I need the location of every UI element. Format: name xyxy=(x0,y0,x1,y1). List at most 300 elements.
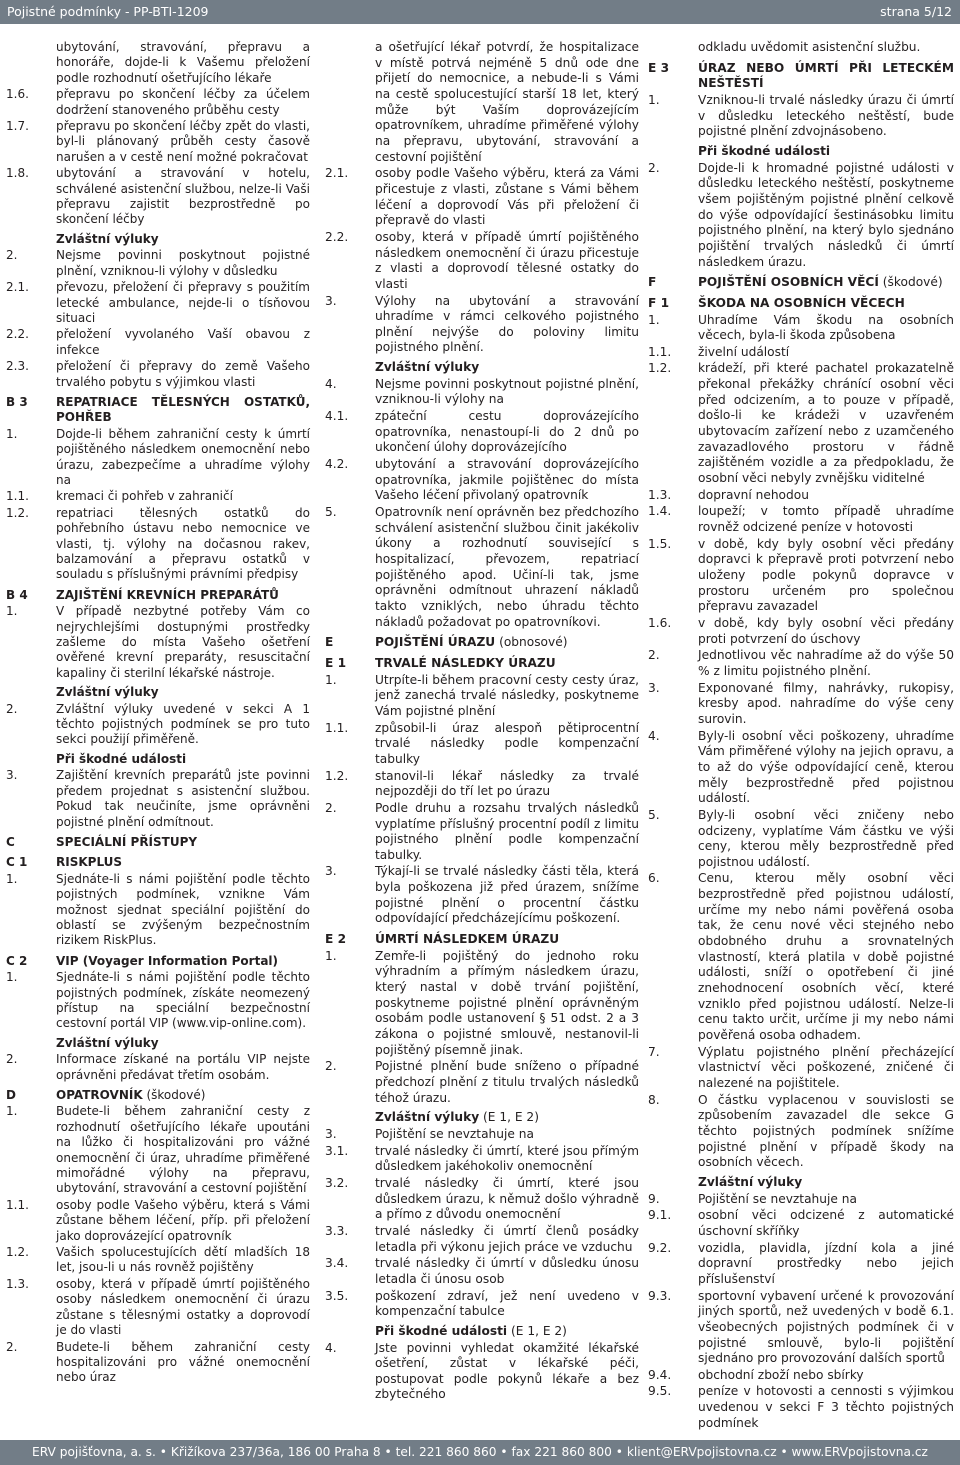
clause-text-main: OPATROVNÍK xyxy=(56,1088,143,1102)
clause-number: 2. xyxy=(648,648,660,663)
clause-text-main: Zvláštní výluky xyxy=(56,231,159,246)
section-heading xyxy=(6,395,310,426)
clause-number: 5. xyxy=(648,807,660,822)
clause-item xyxy=(6,872,310,949)
clause-number: 4. xyxy=(648,728,660,743)
clause-text xyxy=(375,932,639,948)
clause-number: 1.4. xyxy=(648,504,672,519)
clause-text xyxy=(698,808,954,871)
clause-text xyxy=(56,855,310,870)
clause-number: E 2 xyxy=(325,932,347,947)
clause-number: 2. xyxy=(6,1052,18,1067)
clause-text-main: ubytování a stravování v hotelu, schválené asistenční službou, nelze-li Vaši přepravu zajistit bezprostředně po skončení léčby xyxy=(56,166,310,227)
clause-text xyxy=(698,1208,954,1239)
clause-text xyxy=(698,161,954,271)
clause-item xyxy=(325,1176,639,1223)
clause-number: 1.6. xyxy=(648,615,672,630)
clause-item xyxy=(325,230,639,293)
clause-item xyxy=(6,604,310,681)
clause-text-suffix: (E 1, E 2) xyxy=(479,1110,539,1125)
clause-item xyxy=(648,648,954,679)
clause-text xyxy=(698,537,954,615)
clause-text xyxy=(375,377,639,408)
clause-text xyxy=(375,949,639,1059)
clause-number: E xyxy=(325,635,334,650)
section-heading xyxy=(648,61,954,92)
clause-number: 2. xyxy=(6,248,18,263)
clause-number: B 3 xyxy=(6,394,28,409)
clause-number: C 1 xyxy=(6,855,28,870)
clause-text xyxy=(698,616,954,647)
clause-text-main: obchodní zboží nebo sbírky xyxy=(698,1367,864,1382)
clause-text xyxy=(698,93,954,140)
clause-number: 8. xyxy=(648,1092,660,1107)
clause-text xyxy=(56,280,310,326)
clause-number: 2. xyxy=(648,160,660,175)
clause-number: 3.3. xyxy=(325,1223,349,1238)
clause-text xyxy=(375,635,639,651)
clause-item xyxy=(648,616,954,647)
clause-text-main: POJIŠTĚNÍ ÚRAZU xyxy=(375,635,496,650)
clause-number: F xyxy=(648,275,657,290)
clause-text-main: krádeží, při které pachatel prokazatelně překonal překážky chránící osobní věci před odcizením, a to pouze v případě, došlo-li ke krádeži v uzavřeném ubytovacím zařízení nebo z uzamčeného zavazadlového prostoru v řádně zajištěném vozidle a za předpokladu, že osobní věci nebyly zvnějšku viditelné xyxy=(698,361,954,486)
clause-text-main: odkladu uvědomit asistenční službu. xyxy=(698,40,921,54)
clause-number: 9.5. xyxy=(648,1384,672,1399)
clause-item xyxy=(648,537,954,615)
clause-text-main: Budete-li během zahraniční cesty z rozhodnutí ošetřujícího lékaře upoutáni na lůžko či hospitalizováni pro vážné onemocnění či úraz, uhradíme přiměřené mimořádné výlohy na přepravu, ubytování, stravování a cestovní pojištění xyxy=(56,1104,310,1196)
clause-text-main: repatriaci tělesných ostatků do pohřebního ústavu nebo nemocnice ve vlasti, tj. výlohy na dočasnou rakev, balzamování a přepravu ostatků v souladu s příslušnými právními předpisy xyxy=(56,505,310,582)
clause-item xyxy=(648,1368,954,1384)
clause-number: 2.3. xyxy=(6,359,29,374)
clause-number: 1.6. xyxy=(6,87,29,102)
clause-number: 1.1. xyxy=(6,489,29,504)
clause-text-main: Zvláštní výluky uvedené v sekci A 1 těchto pojistných podmínek se pro tuto sekci použijí přiměřeně. xyxy=(56,701,310,747)
clause-text-main: trvalé následky či úmrtí členů posádky letadla při výkonu jejich práce ve vzduchu xyxy=(375,1223,639,1254)
clause-text-main: poškození zdraví, jež není uvedeno v kompenzační tabulce xyxy=(375,1288,639,1319)
text-column-1 xyxy=(6,40,310,1386)
clause-number: F 1 xyxy=(648,295,670,310)
clause-text xyxy=(375,1289,639,1320)
clause-number: D xyxy=(6,1088,16,1102)
clause-number: 6. xyxy=(648,871,660,886)
clause-item xyxy=(325,721,639,768)
clause-item xyxy=(325,1127,639,1143)
subsection-heading xyxy=(6,1036,310,1051)
clause-item xyxy=(6,768,310,830)
clause-text-main: přeložení vyvolaného Vaší obavou z infekce xyxy=(56,327,310,357)
clause-number: 1. xyxy=(325,672,337,687)
clause-text xyxy=(698,1192,954,1208)
clause-text-main: Byly-li osobní věci poškozeny, uhradíme Vám přiměřené výlohy na jejich opravu, a to až do výše odpovídající ceně, kterou měly bezprostředně před pojistnou událostí. xyxy=(698,728,954,806)
clause-text xyxy=(375,457,639,504)
clause-item xyxy=(648,1192,954,1208)
clause-number: 1. xyxy=(6,426,18,441)
clause-text xyxy=(375,505,639,630)
section-heading xyxy=(648,275,954,291)
clause-number: 1.1. xyxy=(6,1197,29,1212)
clause-number: 2. xyxy=(6,1339,18,1354)
clause-text xyxy=(56,1036,310,1051)
clause-number: 1. xyxy=(6,604,18,619)
clause-text-main: a ošetřující lékař potvrdí, že hospitalizace v místě potrvá nejméně 5 dnů ode dne přijetí do nemocnice, a nebude-li s Vámi na cestě spolucestující starší 18 let, který může být Vaším doprovázejícím opatrovníkem, uhradíme přiměřené výlohy na přepravu, ubytování, stravování a cestovní pojištění xyxy=(375,40,639,164)
clause-text-main: v době, kdy byly osobní věci předány proti potvrzení do úschovy xyxy=(698,615,954,646)
clause-text-main: ubytování, stravování, přepravu a honoráře, dojde-li k Vašemu přeložení podle rozhodnutí ošetřujícího lékaře xyxy=(56,40,310,85)
clause-text xyxy=(56,489,310,504)
clause-item xyxy=(6,702,310,748)
clause-text xyxy=(56,588,310,603)
clause-number: 1. xyxy=(648,312,660,327)
clause-text xyxy=(375,230,639,293)
clause-text xyxy=(375,1324,639,1340)
clause-text xyxy=(56,1277,310,1339)
clause-text xyxy=(698,504,954,535)
clause-number: 1.7. xyxy=(6,119,29,134)
subsection-heading xyxy=(648,1175,954,1191)
clause-text xyxy=(56,604,310,681)
clause-item xyxy=(325,409,639,456)
clause-text-main: živelní událostí xyxy=(698,344,790,359)
clause-text xyxy=(56,768,310,830)
clause-text-main: trvalé následky či úmrtí, které jsou důsledkem úrazu, k němuž došlo výhradně a přímo z důvodu onemocnění xyxy=(375,1175,639,1222)
clause-text-suffix: (škodové) xyxy=(878,275,943,290)
clause-text xyxy=(375,409,639,456)
footer-contact: ERV pojišťovna, a. s. • Křižíkova 237/36a, 186 00 Praha 8 • tel. 221 860 860 • fax 221 860 800 • klient@ERVpojistovna.cz • www.ERVpojistovna.cz xyxy=(32,1445,928,1459)
clause-item xyxy=(648,313,954,344)
clause-text-main: osoby podle Vašeho výběru, která za Vámi přicestuje z vlasti, zůstane s Vámi během léčení a doprovodí Vás při přeložení či přepravě do vlasti xyxy=(375,166,639,228)
clause-number: 1.1. xyxy=(648,344,672,359)
clause-text xyxy=(56,1245,310,1276)
clause-item xyxy=(648,361,954,486)
clause-text-main: Zvláštní výluky xyxy=(375,1110,480,1125)
clause-number: E 3 xyxy=(648,60,670,75)
clause-number: 3.1. xyxy=(325,1143,349,1158)
clause-item xyxy=(6,166,310,228)
clause-text xyxy=(56,427,310,489)
subsection-heading xyxy=(325,1324,639,1340)
subsection-heading xyxy=(325,360,639,376)
clause-text-main: VIP (Voyager Information Portal) xyxy=(56,953,279,968)
clause-text-main: Podle druhu a rozsahu trvalých následků vyplatíme příslušný procentní podíl z limitu pojistného plnění podle kompenzační tabulky. xyxy=(375,800,639,862)
section-heading xyxy=(325,656,639,672)
clause-text xyxy=(698,345,954,361)
clause-text-main: ÚRAZ NEBO ÚMRTÍ PŘI LETECKÉM NEŠTĚSTÍ xyxy=(698,60,954,91)
clause-text xyxy=(698,681,954,728)
clause-item xyxy=(648,345,954,361)
subsection-heading xyxy=(6,232,310,247)
clause-item xyxy=(325,505,639,630)
section-heading xyxy=(325,932,639,948)
clause-number: 2.2. xyxy=(325,229,349,244)
clause-item xyxy=(648,1045,954,1092)
clause-text-suffix: (obnosové) xyxy=(495,635,568,650)
clause-number: 1. xyxy=(648,92,660,107)
clause-number: 2.2. xyxy=(6,327,29,342)
clause-text xyxy=(375,864,639,927)
clause-text xyxy=(56,970,310,1032)
clause-text xyxy=(698,871,954,1043)
clause-text xyxy=(375,769,639,800)
clause-text-main: trvalé následky či úmrtí, které jsou přímým důsledkem jakéhokoliv onemocnění xyxy=(375,1143,639,1174)
clause-number: B 4 xyxy=(6,587,28,602)
clause-text xyxy=(56,872,310,949)
clause-number: 1. xyxy=(6,970,18,985)
clause-text-main: Při škodné události xyxy=(56,751,187,766)
clause-number: 3.2. xyxy=(325,1175,349,1190)
subsection-heading xyxy=(648,144,954,160)
clause-text xyxy=(56,702,310,748)
clause-text-main: Zvláštní výluky xyxy=(375,360,480,375)
clause-item xyxy=(325,1289,639,1320)
clause-text-main: Dojde-li k hromadné pojistné události v důsledku leteckého neštěstí, poskytneme všem pojištěným pojistné plnění celkově do výše odpovídající šestinásobku limitu pojistného plnění, na který bylo sjednáno pojištění trvalých následků či úmrtí následkem úrazu. xyxy=(698,160,954,269)
clause-text-main: Týkají-li se trvalé následky části těla, která byla poškozena již před úrazem, snížíme pojistné plnění o procentní částku odpovídající předcházejícímu poškození. xyxy=(375,864,639,926)
clause-text-main: přeložení či přepravy do země Vašeho trvalého pobytu s výjimkou vlasti xyxy=(56,359,310,389)
clause-item xyxy=(325,1224,639,1255)
clause-number: 9.2. xyxy=(648,1240,672,1255)
clause-text xyxy=(375,801,639,864)
clause-text xyxy=(698,61,954,92)
clause-text xyxy=(698,313,954,344)
clause-item xyxy=(6,506,310,583)
section-heading xyxy=(325,635,639,651)
text-column-3 xyxy=(648,40,954,1431)
clause-text xyxy=(698,648,954,679)
clause-text-suffix: (škodové) xyxy=(142,1088,206,1102)
clause-text-main: převozu, přeložení či přepravy s použitím letecké ambulance, nejde-li o tísňovou situaci xyxy=(56,280,310,325)
section-heading xyxy=(6,588,310,603)
clause-item xyxy=(6,327,310,358)
clause-text-main: O částku vyplacenou v souvislosti se způsobením zavazadel dle sekce G těchto pojistných podmínek snížíme pojistné plnění v případě škody na osobních věcech. xyxy=(698,1092,954,1170)
clause-number: 4. xyxy=(325,376,337,391)
clause-item xyxy=(325,949,639,1059)
clause-number: 7. xyxy=(648,1044,660,1059)
clause-text xyxy=(375,1059,639,1106)
clause-number: 3.5. xyxy=(325,1288,349,1303)
section-heading xyxy=(6,954,310,969)
clause-text xyxy=(375,294,639,357)
clause-text xyxy=(698,275,954,291)
clause-text-main: Informace získané na portálu VIP nejste oprávněni předávat třetím osobám. xyxy=(56,1052,310,1082)
clause-text xyxy=(375,1224,639,1255)
clause-number: 2. xyxy=(6,701,18,716)
clause-text xyxy=(375,1110,639,1126)
clause-text xyxy=(375,656,639,672)
clause-text-main: ÚMRTÍ NÁSLEDKEM ÚRAZU xyxy=(375,932,560,947)
clause-text-suffix: (E 1, E 2) xyxy=(507,1323,567,1338)
clause-item xyxy=(325,1059,639,1106)
clause-text xyxy=(698,1241,954,1288)
clause-number: 2.1. xyxy=(6,280,29,295)
clause-text-main: Vzniknou-li trvalé následky úrazu či úmrtí v důsledku leteckého neštěstí, bude pojistné plnění zdvojnásobeno. xyxy=(698,92,954,139)
section-heading xyxy=(6,855,310,870)
clause-text xyxy=(56,359,310,390)
clause-text xyxy=(375,1176,639,1223)
clause-text-main: Zvláštní výluky xyxy=(56,685,159,700)
clause-text-main: Dojde-li během zahraniční cesty k úmrtí pojištěného následkem onemocnění nebo úrazu, zabezpečíme a uhradíme výlohy na xyxy=(56,426,310,487)
clause-text-main: Pojistné plnění bude sníženo o případné předchozí plnění z titulu trvalých následků téhož úrazu. xyxy=(375,1059,639,1105)
clause-number: 4.1. xyxy=(325,409,349,424)
clause-text-main: Výlohy na ubytování a stravování uhradíme v rámci celkového pojistného plnění nejvýše do poloviny limitu pojistného plnění. xyxy=(375,293,639,355)
clause-item xyxy=(648,871,954,1043)
clause-number: 9. xyxy=(648,1191,660,1206)
clause-item xyxy=(648,681,954,728)
clause-text xyxy=(56,1104,310,1196)
clause-text xyxy=(56,1340,310,1386)
clause-item xyxy=(325,769,639,800)
clause-text-main: peníze v hotovosti a cennosti s výjimkou uvedenou v sekci F 3 těchto pojistných podmínek xyxy=(698,1384,954,1430)
clause-number: 1.3. xyxy=(6,1276,29,1291)
clause-number: 3. xyxy=(648,680,660,695)
clause-text-main: Vašich spolucestujících dětí mladších 18 let, jsou-li u nás rovněž pojištěny xyxy=(56,1245,310,1275)
clause-item xyxy=(325,1144,639,1175)
clause-item xyxy=(6,359,310,390)
clause-number: 3.4. xyxy=(325,1256,349,1271)
clause-number: 9.1. xyxy=(648,1208,672,1223)
clause-item xyxy=(325,864,639,927)
clause-number: 1.2. xyxy=(6,1245,29,1260)
clause-number: 5. xyxy=(325,505,337,520)
clause-item xyxy=(6,427,310,489)
clause-text xyxy=(56,87,310,118)
clause-text-main: Sjednáte-li s námi pojištění podle těchto pojistných podmínek, získáte neomezený přístup na speciální bezpečnostní cestovní portál VIP (www.vip-online.com). xyxy=(56,970,310,1031)
subsection-heading xyxy=(6,752,310,767)
clause-item xyxy=(648,488,954,504)
subsection-heading xyxy=(325,1110,639,1126)
clause-text-main: Jednotlivou věc nahradíme až do výše 50 % z limitu pojistného plnění. xyxy=(698,648,954,678)
clause-text-main: Nejsme povinni poskytnout pojistné plnění, vzniknou-li výlohy v důsledku xyxy=(56,248,310,278)
clause-item xyxy=(648,1384,954,1431)
clause-item xyxy=(6,1277,310,1339)
clause-number: 1.3. xyxy=(648,487,672,502)
clause-text xyxy=(56,752,310,767)
clause-item xyxy=(325,294,639,357)
clause-text-main: kremaci či pohřeb v zahraničí xyxy=(56,489,233,504)
clause-item xyxy=(6,1052,310,1083)
clause-text-main: ZAJIŠTĚNÍ KREVNÍCH PREPARÁTŮ xyxy=(56,587,279,602)
clause-item xyxy=(648,1289,954,1367)
clause-number: C 2 xyxy=(6,953,28,968)
clause-number: 1.8. xyxy=(6,166,29,181)
clause-number: 3. xyxy=(325,1126,337,1141)
clause-item xyxy=(648,504,954,535)
clause-text xyxy=(56,248,310,279)
clause-text xyxy=(56,327,310,358)
clause-item xyxy=(648,161,954,271)
clause-item xyxy=(325,1341,639,1404)
clause-text xyxy=(56,1198,310,1244)
clause-text xyxy=(56,119,310,165)
clause-item xyxy=(6,40,310,86)
clause-text xyxy=(56,232,310,247)
clause-item xyxy=(6,489,310,504)
clause-item xyxy=(648,1093,954,1171)
clause-text-main: přepravu po skončení léčby za účelem dodržení stanoveného průběhu cesty xyxy=(56,87,310,117)
clause-text-main: sportovní vybavení určené k provozování jiných sportů, než uvedených v bodě 6.1. všeobecných pojistných podmínek či v pojistné smlouvě, bylo-li pojištění sjednáno pro provozování dalších sportů xyxy=(698,1288,954,1366)
clause-number: 1.2. xyxy=(6,505,29,520)
clause-text-main: Utrpíte-li během pracovní cesty cesty úraz, jenž zanechá trvalé následky, poskytneme Vám pojistné plnění xyxy=(375,672,639,718)
clause-item xyxy=(325,801,639,864)
clause-item xyxy=(648,729,954,807)
clause-number: 4. xyxy=(325,1340,337,1355)
clause-item xyxy=(6,119,310,165)
clause-number: 9.4. xyxy=(648,1367,672,1382)
clause-item xyxy=(6,970,310,1032)
clause-item xyxy=(325,40,639,165)
page-number: strana 5/12 xyxy=(880,4,952,19)
clause-text-main: Byly-li osobní věci zničeny nebo odcizeny, vyplatíme Vám částku ve výši ceny, kterou měly bezprostředně před pojistnou událostí. xyxy=(698,807,954,869)
clause-text xyxy=(375,1341,639,1404)
clause-text-main: ŠKODA NA OSOBNÍCH VĚCECH xyxy=(698,295,905,310)
clause-item xyxy=(648,40,954,56)
clause-item xyxy=(648,1208,954,1239)
clause-text xyxy=(698,1175,954,1191)
clause-text-main: REPATRIACE TĚLESNÝCH OSTATKŮ, POHŘEB xyxy=(56,394,310,425)
clause-text-main: Nejsme povinni poskytnout pojistné plnění, vzniknou-li výlohy na xyxy=(375,376,639,407)
clause-item xyxy=(325,457,639,504)
clause-text xyxy=(375,1256,639,1287)
clause-text xyxy=(56,40,310,86)
clause-number: 1. xyxy=(6,1104,18,1119)
clause-item xyxy=(648,93,954,140)
clause-item xyxy=(648,1241,954,1288)
clause-number: 3. xyxy=(6,768,18,783)
clause-text-main: TRVALÉ NÁSLEDKY ÚRAZU xyxy=(375,655,556,670)
clause-text-main: Exponované filmy, nahrávky, rukopisy, kresby apod. nahradíme do výše ceny surovin. xyxy=(698,680,954,726)
footer-bar xyxy=(0,1440,960,1465)
clause-text-main: zpáteční cestu doprovázejícího opatrovníka, nenastoupí-li do 2 dnů po ukončení úlohy doprovázejícího xyxy=(375,409,639,455)
clause-text xyxy=(56,1088,310,1103)
clause-text-main: osoby, která v případě úmrtí pojištěného následkem onemocnění či úrazu přicestuje z vlasti a doprovodí tělesné ostatky do vlasti xyxy=(375,229,639,291)
clause-text-main: Při škodné události xyxy=(698,143,831,158)
clause-number: 1.1. xyxy=(325,720,349,735)
clause-text xyxy=(698,296,954,312)
text-column-2 xyxy=(325,40,639,1403)
clause-number: C xyxy=(6,834,15,849)
clause-text-main: Pojištění se nevztahuje na xyxy=(375,1126,534,1141)
clause-item xyxy=(6,87,310,118)
clause-text xyxy=(698,1045,954,1092)
clause-text-main: osobní věci odcizené z automatické úschovní skříňky xyxy=(698,1208,954,1238)
clause-text-main: vozidla, plavidla, jízdní kola a jiné dopravní prostředky nebo jejich příslušenství xyxy=(698,1240,954,1286)
clause-text xyxy=(56,954,310,969)
clause-text xyxy=(375,40,639,165)
clause-item xyxy=(6,1245,310,1276)
clause-number: 1.2. xyxy=(648,361,672,376)
clause-text xyxy=(698,1384,954,1431)
section-heading xyxy=(6,835,310,850)
clause-text xyxy=(375,721,639,768)
clause-number: 1.5. xyxy=(648,536,672,551)
clause-text xyxy=(56,1052,310,1083)
clause-item xyxy=(325,377,639,408)
clause-text-main: Zvláštní výluky xyxy=(56,1035,159,1050)
clause-text xyxy=(56,506,310,583)
clause-text xyxy=(375,673,639,720)
clause-text xyxy=(56,685,310,700)
document-title: Pojistné podmínky - PP-BTI-1209 xyxy=(7,4,209,19)
clause-item xyxy=(325,166,639,229)
clause-text xyxy=(375,1144,639,1175)
clause-text-main: stanovil-li lékař následky za trvalé nejpozději do tří let po úrazu xyxy=(375,768,639,799)
clause-number: 1.2. xyxy=(325,768,349,783)
clause-text-main: V případě nezbytné potřeby Vám co nejrychlejšími dostupnými prostředky zašleme do místa Vašeho ošetření ověřené krevní preparáty, resuscitační kapaliny či sterilní lékařské nástroje. xyxy=(56,604,310,680)
clause-text-main: Pojištění se nevztahuje na xyxy=(698,1191,857,1206)
clause-number: 3. xyxy=(325,293,337,308)
clause-item xyxy=(6,1198,310,1244)
clause-text-main: způsobil-li úraz alespoň pětiprocentní trvalé následky podle kompenzační tabulky xyxy=(375,720,639,766)
clause-text xyxy=(56,835,310,850)
clause-text-main: Jste povinni vyhledat okamžité lékařské ošetření, zůstat v lékařské péči, postupovat podle pokynů lékaře a bez zbytečného xyxy=(375,1340,639,1402)
clause-item xyxy=(325,1256,639,1287)
